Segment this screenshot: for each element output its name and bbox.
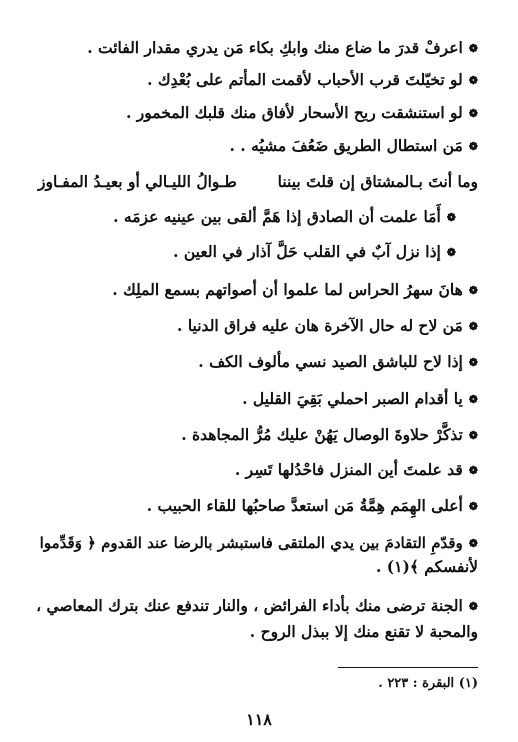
line-text: لو تخيّلتَ قرب الأحباب لأقمت المأتم على بُعْدِك . [147,70,463,89]
page-number: ١١٨ [246,710,272,729]
text-line [34,101,478,126]
bullet-icon: ❁ [468,42,478,55]
footnote-separator [338,667,478,668]
text-line [34,531,478,556]
bullet-icon: ❁ [468,429,478,442]
bullet-icon: ❁ [468,500,478,513]
line-text: وقدّمِ التقادمَ بين يدي الملتقى فاستبشر بالرضا عند القدوم ﴿ وَقَدِّموا [39,534,463,552]
line-text: لأنفسكم ﴾(١) . [376,557,478,576]
text-line [34,205,456,230]
text-line [34,68,478,93]
text-line [34,494,478,519]
line-text: إذا نزل آبٌ في القلب حَلَّ آذار في العين . [173,242,441,261]
line-text: قد علمتَ أين المنزل فاحْدُلها تَسِر . [234,460,463,479]
text-line [34,458,478,483]
verse-first-hemistich: وما أنتَ بـالمشتاق إن قلتَ بيننا [277,172,478,191]
line-text: الجنة ترضى منك بأداء الفرائض ، والنار تندفع عنك بترك المعاصي ، [36,596,463,615]
bullet-icon: ❁ [446,246,456,259]
text-line [34,278,478,303]
line-text: أعلى الهِمَم هِمَّةُ مَن استعدَّ صاحبُها للقاء الحبيب . [146,496,463,515]
line-text: لو استنشقت ريح الأسحار لأفاق منك قلبك المخمور . [126,103,463,122]
bullet-icon: ❁ [468,284,478,297]
bullet-icon: ❁ [468,107,478,120]
line-text: تذكَّرْ حلاوةَ الوصال يَهُنْ عليك مُرُّ المجاهدة . [181,425,463,444]
bullet-icon: ❁ [446,211,456,224]
footnote: (١) البقرة : ٢٢٣ . [378,676,478,691]
text-line [34,620,478,644]
line-text: يا أقدام الصبر احملي بَقِيَ القليل . [242,389,463,408]
text-line [34,555,478,579]
text-line [34,423,478,448]
line-text: مَن استطال الطريق ضَعُفَ مشيُه . . [229,136,463,155]
text-line [34,314,478,339]
text-line [34,350,478,375]
line-text: إذا لاح للباشق الصيد نسي مألوف الكف . [198,352,463,371]
bullet-icon: ❁ [468,537,478,550]
bullet-icon: ❁ [468,140,478,153]
bullet-icon: ❁ [468,320,478,333]
line-text: مَن لاح له حال الآخرة هان عليه فراق الدنيا . [177,316,463,335]
line-text: أَمَا علمت أن الصادق إذا هَمَّ ألقى بين عينيه عزمَه . [113,207,441,226]
text-line [34,36,478,61]
text-line [34,594,478,619]
line-text: والمحبة لا تقنع منك إلا ببذل الروح . [249,622,478,641]
bullet-icon: ❁ [468,74,478,87]
bullet-icon: ❁ [468,393,478,406]
verse-second-hemistich: طـوالُ الليـالي أو بعيـدُ المفـاوز [38,172,237,191]
bullet-icon: ❁ [468,600,478,613]
bullet-icon: ❁ [468,464,478,477]
line-text: هانَ سهرُ الحراس لما علموا أن أصواتهم بسمع الملِك . [112,280,463,299]
bullet-icon: ❁ [468,356,478,369]
text-line [34,387,478,412]
text-line [34,240,456,265]
line-text: اعرفْ قدرَ ما ضاع منك وابكِ بكاء مَن يدري مقدار الفائت . [87,38,463,57]
text-line [34,134,478,159]
